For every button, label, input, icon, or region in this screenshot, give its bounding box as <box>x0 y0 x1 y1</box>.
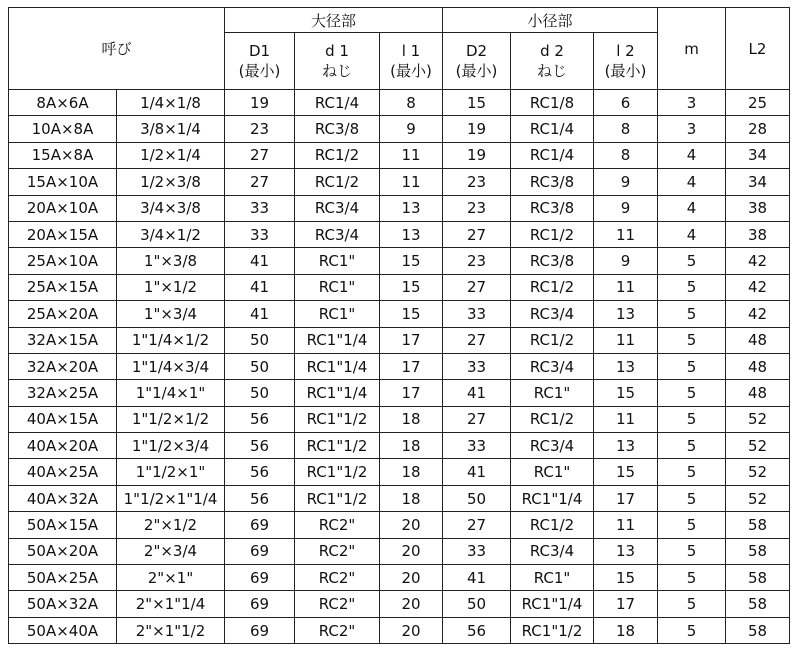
header-l2: l 2 (最小) <box>594 33 658 90</box>
cell-d1-thread: RC3/4 <box>295 221 380 247</box>
cell-nominal-inch: 3/8×1/4 <box>117 116 225 142</box>
cell-m-value: 5 <box>658 617 726 643</box>
cell-nominal-size: 25A×15A <box>9 274 117 300</box>
cell-nominal-size: 8A×6A <box>9 90 117 116</box>
cell-m-value: 5 <box>658 459 726 485</box>
cell-d2-thread: RC1/4 <box>511 142 594 168</box>
cell-nominal-inch: 1/4×1/8 <box>117 90 225 116</box>
cell-m-value: 5 <box>658 591 726 617</box>
cell-d2-thread: RC1"1/4 <box>511 485 594 511</box>
cell-L2-value: 42 <box>726 248 790 274</box>
cell-d2-thread: RC1/2 <box>511 327 594 353</box>
cell-d2-min: 27 <box>443 221 511 247</box>
cell-nominal-inch: 1/2×3/8 <box>117 169 225 195</box>
cell-d1-min: 69 <box>225 591 295 617</box>
cell-d2-min: 56 <box>443 617 511 643</box>
cell-d1-min: 69 <box>225 617 295 643</box>
cell-nominal-size: 10A×8A <box>9 116 117 142</box>
cell-nominal-inch: 1"1/4×1/2 <box>117 327 225 353</box>
cell-l2-min: 11 <box>594 512 658 538</box>
cell-nominal-size: 15A×8A <box>9 142 117 168</box>
cell-nominal-size: 15A×10A <box>9 169 117 195</box>
cell-d2-thread: RC1/8 <box>511 90 594 116</box>
cell-l2-min: 9 <box>594 195 658 221</box>
cell-m-value: 5 <box>658 327 726 353</box>
header-l1: l 1 (最小) <box>380 33 443 90</box>
cell-l2-min: 8 <box>594 142 658 168</box>
cell-L2-value: 52 <box>726 406 790 432</box>
cell-d2-thread: RC3/4 <box>511 353 594 379</box>
cell-l1-min: 20 <box>380 512 443 538</box>
cell-l2-min: 15 <box>594 380 658 406</box>
cell-m-value: 5 <box>658 248 726 274</box>
cell-nominal-size: 25A×10A <box>9 248 117 274</box>
cell-nominal-size: 50A×25A <box>9 565 117 591</box>
cell-d2-thread: RC1"1/2 <box>511 617 594 643</box>
cell-d1-min: 69 <box>225 538 295 564</box>
cell-m-value: 5 <box>658 538 726 564</box>
cell-l1-min: 9 <box>380 116 443 142</box>
cell-d2-thread: RC1/2 <box>511 406 594 432</box>
cell-l1-min: 18 <box>380 485 443 511</box>
cell-l2-min: 11 <box>594 327 658 353</box>
cell-d1-min: 33 <box>225 221 295 247</box>
cell-l2-min: 9 <box>594 248 658 274</box>
cell-L2-value: 52 <box>726 433 790 459</box>
cell-d2-min: 33 <box>443 301 511 327</box>
cell-L2-value: 52 <box>726 485 790 511</box>
cell-d1-min: 50 <box>225 353 295 379</box>
cell-L2-value: 48 <box>726 380 790 406</box>
cell-m-value: 4 <box>658 221 726 247</box>
table-row <box>9 116 790 142</box>
cell-d2-thread: RC3/4 <box>511 433 594 459</box>
cell-l1-min: 18 <box>380 459 443 485</box>
cell-d2-min: 23 <box>443 195 511 221</box>
cell-L2-value: 25 <box>726 90 790 116</box>
header-d1-thread: d 1 ねじ <box>295 33 380 90</box>
table-row <box>9 221 790 247</box>
cell-l1-min: 15 <box>380 274 443 300</box>
cell-l1-min: 20 <box>380 617 443 643</box>
cell-d1-thread: RC2" <box>295 565 380 591</box>
cell-l1-min: 15 <box>380 248 443 274</box>
cell-d1-min: 23 <box>225 116 295 142</box>
cell-d2-min: 41 <box>443 380 511 406</box>
cell-nominal-inch: 2"×1"1/2 <box>117 617 225 643</box>
cell-d1-min: 56 <box>225 433 295 459</box>
table-row <box>9 169 790 195</box>
table-row <box>9 565 790 591</box>
cell-d2-min: 23 <box>443 248 511 274</box>
cell-nominal-size: 32A×15A <box>9 327 117 353</box>
cell-m-value: 4 <box>658 169 726 195</box>
cell-m-value: 5 <box>658 433 726 459</box>
cell-d1-min: 33 <box>225 195 295 221</box>
cell-l2-min: 18 <box>594 617 658 643</box>
cell-d2-min: 41 <box>443 459 511 485</box>
cell-m-value: 5 <box>658 406 726 432</box>
cell-d1-min: 41 <box>225 301 295 327</box>
cell-d2-min: 27 <box>443 512 511 538</box>
cell-l2-min: 17 <box>594 591 658 617</box>
cell-d2-thread: RC1/2 <box>511 221 594 247</box>
cell-L2-value: 34 <box>726 169 790 195</box>
cell-d2-thread: RC1"1/4 <box>511 591 594 617</box>
cell-d1-thread: RC1"1/2 <box>295 459 380 485</box>
table-row <box>9 459 790 485</box>
cell-l1-min: 13 <box>380 221 443 247</box>
cell-d1-thread: RC1" <box>295 248 380 274</box>
cell-d2-min: 41 <box>443 565 511 591</box>
cell-d2-min: 50 <box>443 485 511 511</box>
cell-nominal-size: 50A×20A <box>9 538 117 564</box>
cell-d1-thread: RC1/2 <box>295 142 380 168</box>
table-row <box>9 274 790 300</box>
cell-L2-value: 34 <box>726 142 790 168</box>
cell-d2-min: 27 <box>443 274 511 300</box>
cell-nominal-size: 32A×20A <box>9 353 117 379</box>
cell-d1-thread: RC1"1/4 <box>295 353 380 379</box>
cell-d1-thread: RC1"1/2 <box>295 406 380 432</box>
cell-d2-thread: RC1" <box>511 459 594 485</box>
table-body <box>9 90 790 644</box>
cell-d1-min: 56 <box>225 406 295 432</box>
cell-l2-min: 8 <box>594 116 658 142</box>
cell-l2-min: 17 <box>594 485 658 511</box>
cell-d2-min: 33 <box>443 538 511 564</box>
table-row <box>9 406 790 432</box>
cell-d1-thread: RC3/4 <box>295 195 380 221</box>
cell-m-value: 5 <box>658 274 726 300</box>
cell-d1-thread: RC1"1/4 <box>295 380 380 406</box>
cell-d1-thread: RC2" <box>295 617 380 643</box>
cell-d2-min: 23 <box>443 169 511 195</box>
cell-l2-min: 9 <box>594 169 658 195</box>
table-row <box>9 327 790 353</box>
cell-m-value: 3 <box>658 116 726 142</box>
cell-d1-min: 27 <box>225 142 295 168</box>
cell-d1-thread: RC1"1/4 <box>295 327 380 353</box>
cell-m-value: 4 <box>658 142 726 168</box>
cell-d2-min: 33 <box>443 433 511 459</box>
cell-L2-value: 58 <box>726 617 790 643</box>
cell-d1-min: 50 <box>225 327 295 353</box>
cell-nominal-size: 20A×15A <box>9 221 117 247</box>
cell-L2-value: 58 <box>726 565 790 591</box>
cell-nominal-inch: 2"×1/2 <box>117 512 225 538</box>
cell-m-value: 5 <box>658 353 726 379</box>
cell-d2-min: 27 <box>443 406 511 432</box>
cell-nominal-size: 25A×20A <box>9 301 117 327</box>
table-row <box>9 538 790 564</box>
cell-l2-min: 13 <box>594 538 658 564</box>
cell-d2-thread: RC1" <box>511 565 594 591</box>
cell-d1-min: 56 <box>225 485 295 511</box>
cell-nominal-inch: 1"1/2×1" <box>117 459 225 485</box>
cell-l1-min: 20 <box>380 591 443 617</box>
cell-l1-min: 17 <box>380 353 443 379</box>
header-d2-thread: d 2 ねじ <box>511 33 594 90</box>
cell-l1-min: 17 <box>380 327 443 353</box>
cell-nominal-size: 20A×10A <box>9 195 117 221</box>
cell-L2-value: 58 <box>726 538 790 564</box>
cell-d2-thread: RC3/8 <box>511 248 594 274</box>
cell-m-value: 4 <box>658 195 726 221</box>
cell-l1-min: 20 <box>380 538 443 564</box>
cell-d2-min: 27 <box>443 327 511 353</box>
cell-d2-min: 15 <box>443 90 511 116</box>
cell-d1-thread: RC1/2 <box>295 169 380 195</box>
cell-nominal-inch: 1/2×1/4 <box>117 142 225 168</box>
cell-d1-thread: RC1/4 <box>295 90 380 116</box>
cell-nominal-inch: 3/4×1/2 <box>117 221 225 247</box>
cell-L2-value: 58 <box>726 591 790 617</box>
cell-L2-value: 48 <box>726 353 790 379</box>
cell-m-value: 5 <box>658 380 726 406</box>
cell-l2-min: 11 <box>594 406 658 432</box>
cell-d1-thread: RC1" <box>295 274 380 300</box>
cell-L2-value: 42 <box>726 274 790 300</box>
cell-d2-thread: RC3/4 <box>511 538 594 564</box>
cell-d2-min: 19 <box>443 116 511 142</box>
reducer-dimension-table <box>8 7 790 644</box>
cell-nominal-inch: 1"×3/4 <box>117 301 225 327</box>
cell-l1-min: 11 <box>380 142 443 168</box>
cell-d1-min: 56 <box>225 459 295 485</box>
cell-m-value: 3 <box>658 90 726 116</box>
cell-nominal-inch: 2"×1" <box>117 565 225 591</box>
cell-nominal-inch: 1"1/4×1" <box>117 380 225 406</box>
cell-L2-value: 38 <box>726 221 790 247</box>
cell-d1-thread: RC2" <box>295 512 380 538</box>
table-row <box>9 617 790 643</box>
cell-nominal-inch: 1"1/2×3/4 <box>117 433 225 459</box>
cell-l1-min: 11 <box>380 169 443 195</box>
cell-d1-thread: RC2" <box>295 538 380 564</box>
table-row <box>9 591 790 617</box>
cell-nominal-size: 50A×32A <box>9 591 117 617</box>
table-row <box>9 380 790 406</box>
cell-nominal-size: 40A×25A <box>9 459 117 485</box>
cell-d1-min: 27 <box>225 169 295 195</box>
cell-nominal-size: 40A×32A <box>9 485 117 511</box>
cell-l2-min: 13 <box>594 301 658 327</box>
cell-nominal-inch: 1"×3/8 <box>117 248 225 274</box>
table-row <box>9 195 790 221</box>
cell-nominal-size: 40A×20A <box>9 433 117 459</box>
cell-l1-min: 13 <box>380 195 443 221</box>
cell-m-value: 5 <box>658 512 726 538</box>
table-row <box>9 142 790 168</box>
cell-d2-thread: RC1/2 <box>511 512 594 538</box>
cell-l2-min: 13 <box>594 433 658 459</box>
cell-m-value: 5 <box>658 485 726 511</box>
cell-nominal-inch: 2"×1"1/4 <box>117 591 225 617</box>
header-d1: D1 (最小) <box>225 33 295 90</box>
header-L2: L2 <box>726 8 790 90</box>
cell-d2-min: 50 <box>443 591 511 617</box>
header-nominal: 呼び <box>9 8 225 90</box>
cell-l2-min: 6 <box>594 90 658 116</box>
header-small-end: 小径部 <box>443 8 658 33</box>
cell-m-value: 5 <box>658 301 726 327</box>
cell-d2-thread: RC3/8 <box>511 195 594 221</box>
table-row <box>9 248 790 274</box>
cell-nominal-size: 40A×15A <box>9 406 117 432</box>
cell-nominal-inch: 1"1/2×1/2 <box>117 406 225 432</box>
table-row <box>9 485 790 511</box>
spec-table-container <box>8 7 790 644</box>
cell-nominal-size: 50A×15A <box>9 512 117 538</box>
cell-l2-min: 15 <box>594 459 658 485</box>
cell-L2-value: 38 <box>726 195 790 221</box>
cell-d2-thread: RC1" <box>511 380 594 406</box>
cell-d2-min: 19 <box>443 142 511 168</box>
cell-d1-min: 19 <box>225 90 295 116</box>
table-row <box>9 301 790 327</box>
cell-l1-min: 20 <box>380 565 443 591</box>
cell-l2-min: 11 <box>594 221 658 247</box>
cell-nominal-size: 32A×25A <box>9 380 117 406</box>
cell-l2-min: 11 <box>594 274 658 300</box>
cell-nominal-inch: 3/4×3/8 <box>117 195 225 221</box>
cell-l2-min: 13 <box>594 353 658 379</box>
cell-l1-min: 15 <box>380 301 443 327</box>
cell-d1-thread: RC1" <box>295 301 380 327</box>
cell-m-value: 5 <box>658 565 726 591</box>
cell-nominal-inch: 1"1/2×1"1/4 <box>117 485 225 511</box>
cell-d1-min: 69 <box>225 512 295 538</box>
cell-nominal-inch: 2"×3/4 <box>117 538 225 564</box>
cell-l1-min: 8 <box>380 90 443 116</box>
cell-l2-min: 15 <box>594 565 658 591</box>
table-row <box>9 433 790 459</box>
header-d2: D2 (最小) <box>443 33 511 90</box>
cell-d1-min: 41 <box>225 274 295 300</box>
cell-nominal-size: 50A×40A <box>9 617 117 643</box>
cell-l1-min: 18 <box>380 433 443 459</box>
cell-d1-thread: RC2" <box>295 591 380 617</box>
cell-nominal-inch: 1"×1/2 <box>117 274 225 300</box>
cell-L2-value: 48 <box>726 327 790 353</box>
cell-l1-min: 18 <box>380 406 443 432</box>
cell-d1-min: 69 <box>225 565 295 591</box>
table-row <box>9 512 790 538</box>
header-large-end: 大径部 <box>225 8 443 33</box>
cell-L2-value: 58 <box>726 512 790 538</box>
table-row <box>9 353 790 379</box>
cell-d1-min: 41 <box>225 248 295 274</box>
cell-d1-thread: RC1"1/2 <box>295 433 380 459</box>
cell-L2-value: 52 <box>726 459 790 485</box>
cell-d2-thread: RC3/4 <box>511 301 594 327</box>
cell-d2-thread: RC1/4 <box>511 116 594 142</box>
cell-nominal-inch: 1"1/4×3/4 <box>117 353 225 379</box>
cell-L2-value: 28 <box>726 116 790 142</box>
header-m: m <box>658 8 726 90</box>
cell-d1-min: 50 <box>225 380 295 406</box>
cell-d1-thread: RC3/8 <box>295 116 380 142</box>
cell-d2-min: 33 <box>443 353 511 379</box>
cell-l1-min: 17 <box>380 380 443 406</box>
cell-d2-thread: RC1/2 <box>511 274 594 300</box>
cell-d1-thread: RC1"1/2 <box>295 485 380 511</box>
cell-d2-thread: RC3/8 <box>511 169 594 195</box>
cell-L2-value: 42 <box>726 301 790 327</box>
table-row <box>9 90 790 116</box>
